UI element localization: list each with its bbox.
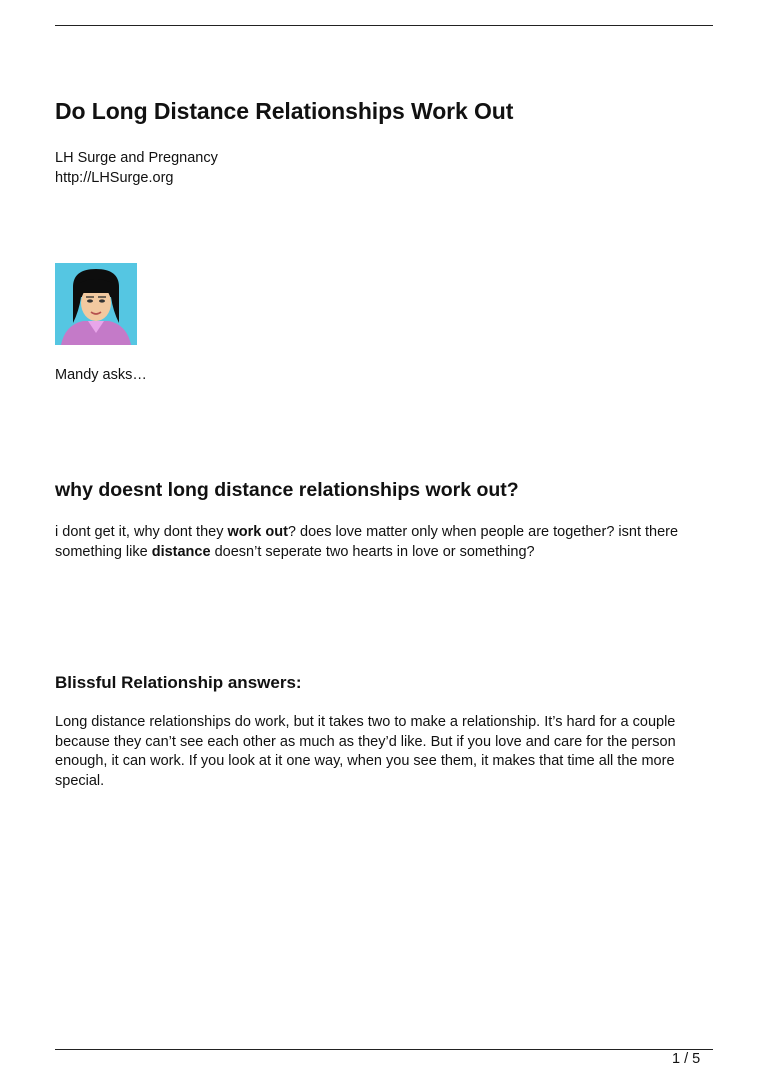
asker-label: Mandy asks… (55, 367, 147, 383)
document-title: Do Long Distance Relationships Work Out (55, 98, 514, 124)
question-text-part: ? does love matter only when people are together? isnt there something like (55, 524, 679, 560)
answer-text: Long distance relationships do work, but it takes two to make a relationship. It’s hard for a couple because they can’t see each other as much as they’d like. But if you love and care for the person enough, it can work. If you look at it one way, when you see them, it makes that time all the more special. (55, 714, 676, 789)
cartoon-woman-avatar-icon (55, 263, 137, 345)
question-text-part: doesn’t seperate two hearts in love or something? (210, 543, 535, 560)
question-text-part: i dont get it, why dont they (55, 524, 228, 540)
footer-rule (55, 1049, 713, 1050)
document-source (55, 148, 218, 188)
source-url[interactable]: http://LHSurge.org (55, 170, 174, 186)
question-heading: why doesnt long distance relationships work out? (55, 479, 519, 501)
question-text (55, 523, 715, 562)
answer-heading: Blissful Relationship answers: (55, 673, 302, 692)
keyword-distance: distance (151, 543, 211, 560)
page-number: 1 / 5 (672, 1051, 701, 1067)
keyword-work-out: work out (227, 524, 288, 540)
source-name: LH Surge and Pregnancy (55, 150, 218, 166)
header-rule (55, 25, 713, 26)
